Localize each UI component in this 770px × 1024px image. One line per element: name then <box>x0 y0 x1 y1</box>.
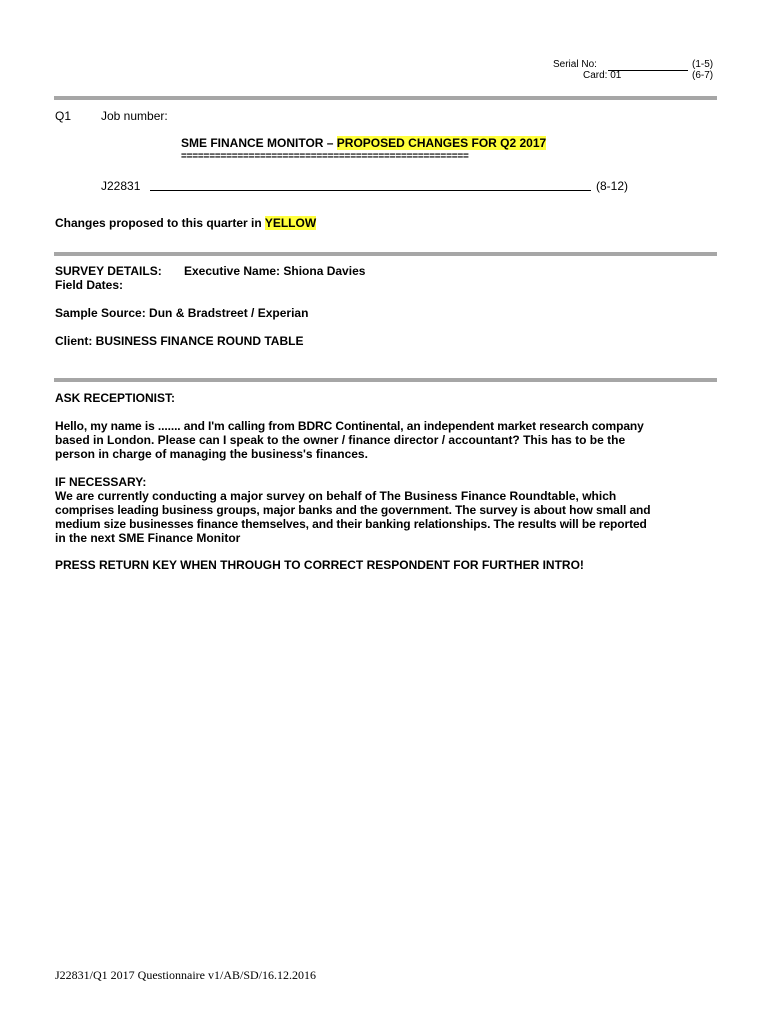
receptionist-heading: ASK RECEPTIONIST: <box>55 391 176 405</box>
intro-line: based in London. Please can I speak to the owner / finance director / accountant? This has to be the <box>55 433 626 447</box>
client: Client: BUSINESS FINANCE ROUND TABLE <box>55 334 304 348</box>
sample-source: Sample Source: Dun & Bradstreet / Experian <box>55 306 309 320</box>
necessary-line: in the next SME Finance Monitor <box>55 531 241 545</box>
card-label: Card: 01 <box>583 70 622 81</box>
press-return-instruction: PRESS RETURN KEY WHEN THROUGH TO CORRECT RESPONDENT FOR FURTHER INTRO! <box>55 558 584 572</box>
changes-note <box>55 216 316 230</box>
necessary-line: comprises leading business groups, major banks and the government. The survey is about how small and <box>55 503 651 517</box>
changes-note-prefix: Changes proposed to this quarter in <box>55 216 265 230</box>
intro-line: person in charge of managing the business's finances. <box>55 447 368 461</box>
necessary-line: We are currently conducting a major survey on behalf of The Business Finance Roundtable, which <box>55 489 617 503</box>
necessary-paragraph <box>55 489 715 545</box>
card-code: (6-7) <box>692 70 714 81</box>
document-title <box>181 136 546 150</box>
serial-code: (1-5) <box>692 59 714 70</box>
changes-note-highlight: YELLOW <box>264 216 317 230</box>
field-dates: Field Dates: <box>55 278 124 292</box>
necessary-line: medium size businesses finance themselves, and their banking relationships. The results will be reported <box>55 517 647 531</box>
section-divider <box>54 96 717 100</box>
footer-reference: J22831/Q1 2017 Questionnaire v1/AB/SD/16.12.2016 <box>55 968 316 982</box>
intro-line: Hello, my name is ....... and I'm calling from BDRC Continental, an independent market research company <box>55 419 644 433</box>
title-underline: =================================================== <box>181 151 469 162</box>
if-necessary-label: IF NECESSARY: <box>55 475 147 489</box>
job-field-underline[interactable] <box>150 190 591 191</box>
section-divider <box>54 252 717 256</box>
question-label: Job number: <box>101 109 168 123</box>
question-number: Q1 <box>55 109 72 123</box>
serial-label: Serial No: <box>553 59 597 70</box>
job-code: J22831 <box>101 179 141 193</box>
executive-name: Executive Name: Shiona Davies <box>184 264 366 278</box>
job-range: (8-12) <box>596 179 629 193</box>
section-divider <box>54 378 717 382</box>
title-highlight: PROPOSED CHANGES FOR Q2 2017 <box>336 136 547 150</box>
title-prefix: SME FINANCE MONITOR – <box>181 136 337 150</box>
intro-paragraph <box>55 419 715 461</box>
survey-details-label: SURVEY DETAILS: <box>55 264 162 278</box>
